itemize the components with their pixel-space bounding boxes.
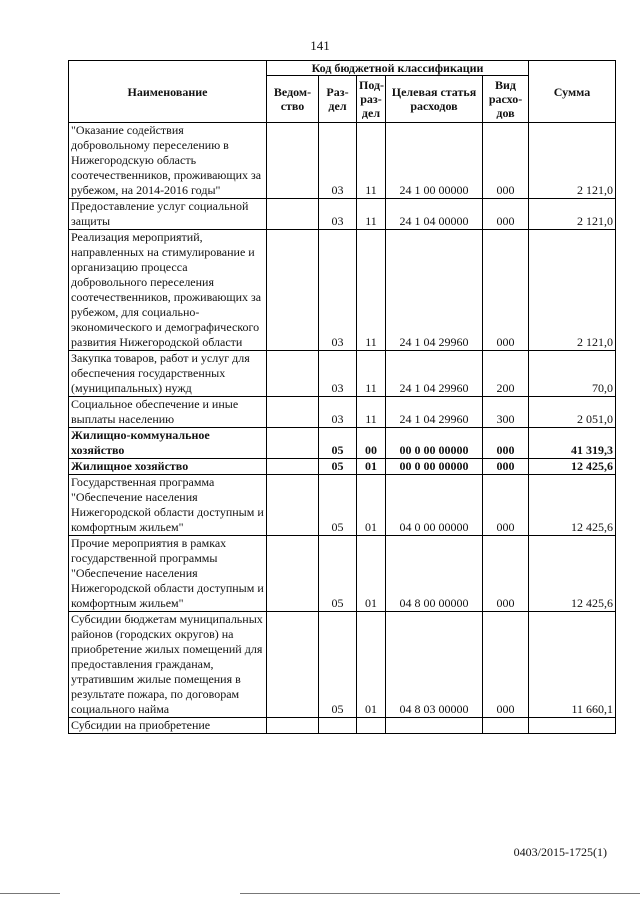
row-type: 000 <box>483 459 529 475</box>
row-section: 03 <box>319 199 357 230</box>
document-code: 0403/2015-1725(1) <box>513 845 607 859</box>
header-classification-group: Код бюджетной классификации <box>267 61 529 76</box>
row-subsection: 01 <box>357 459 386 475</box>
row-section: 03 <box>319 351 357 397</box>
row-subsection <box>357 718 386 734</box>
table-row <box>69 475 616 536</box>
row-type: 000 <box>483 199 529 230</box>
row-target: 04 8 03 00000 <box>386 612 483 718</box>
row-type: 000 <box>483 612 529 718</box>
row-type: 000 <box>483 230 529 351</box>
page-number: 141 <box>310 38 330 53</box>
row-name: Предоставление услуг социальной защиты <box>69 199 267 230</box>
row-dept <box>267 428 319 459</box>
row-name: Жилищно-коммунальное хозяйство <box>69 428 267 459</box>
row-section: 05 <box>319 475 357 536</box>
row-subsection: 01 <box>357 475 386 536</box>
table-row <box>69 123 616 199</box>
row-section: 05 <box>319 459 357 475</box>
row-section <box>319 718 357 734</box>
row-dept <box>267 230 319 351</box>
row-type: 000 <box>483 123 529 199</box>
row-dept <box>267 536 319 612</box>
row-target: 24 1 04 29960 <box>386 230 483 351</box>
header-section: Раз-дел <box>319 76 357 123</box>
table-row <box>69 459 616 475</box>
bottom-edge-line-left <box>0 893 60 894</box>
row-section: 05 <box>319 428 357 459</box>
row-target: 24 1 04 29960 <box>386 351 483 397</box>
row-sum: 12 425,6 <box>529 459 616 475</box>
row-name: Субсидии на приобретение <box>69 718 267 734</box>
row-subsection: 11 <box>357 199 386 230</box>
table-row <box>69 199 616 230</box>
row-subsection: 11 <box>357 397 386 428</box>
row-type <box>483 718 529 734</box>
row-subsection: 01 <box>357 536 386 612</box>
row-name: Субсидии бюджетам муниципальных районов (городских округов) на приобретение жилых помещений для предоставления гражданам, утратившим жилые помещения в результате пожара, по договорам социального найма <box>69 612 267 718</box>
row-sum: 2 051,0 <box>529 397 616 428</box>
header-target: Целевая статья расходов <box>386 76 483 123</box>
row-dept <box>267 459 319 475</box>
row-target: 04 0 00 00000 <box>386 475 483 536</box>
table-row <box>69 351 616 397</box>
row-target: 00 0 00 00000 <box>386 459 483 475</box>
row-sum: 70,0 <box>529 351 616 397</box>
row-name: Жилищное хозяйство <box>69 459 267 475</box>
row-dept <box>267 475 319 536</box>
row-section: 03 <box>319 123 357 199</box>
row-target: 24 1 04 00000 <box>386 199 483 230</box>
row-subsection: 11 <box>357 230 386 351</box>
row-type: 000 <box>483 475 529 536</box>
row-target <box>386 718 483 734</box>
budget-table <box>68 60 616 734</box>
row-target: 00 0 00 00000 <box>386 428 483 459</box>
row-section: 05 <box>319 536 357 612</box>
row-name: Прочие мероприятия в рамках государственной программы "Обеспечение населения Нижегородской области доступным и комфортным жильем" <box>69 536 267 612</box>
row-name: Государственная программа "Обеспечение населения Нижегородской области доступным и комфортным жильем" <box>69 475 267 536</box>
row-dept <box>267 612 319 718</box>
header-type: Вид расхо-дов <box>483 76 529 123</box>
row-dept <box>267 123 319 199</box>
table-row <box>69 397 616 428</box>
bottom-edge-line-right <box>240 893 640 894</box>
header-subsection: Под-раз-дел <box>357 76 386 123</box>
row-sum: 2 121,0 <box>529 230 616 351</box>
row-sum: 41 319,3 <box>529 428 616 459</box>
table-row <box>69 230 616 351</box>
row-type: 300 <box>483 397 529 428</box>
row-target: 04 8 00 00000 <box>386 536 483 612</box>
table-row <box>69 536 616 612</box>
row-name: Закупка товаров, работ и услуг для обеспечения государственных (муниципальных) нужд <box>69 351 267 397</box>
row-sum: 2 121,0 <box>529 123 616 199</box>
row-sum: 2 121,0 <box>529 199 616 230</box>
row-sum <box>529 718 616 734</box>
row-dept <box>267 397 319 428</box>
row-type: 200 <box>483 351 529 397</box>
row-name: Реализация мероприятий, направленных на стимулирование и организацию процесса добровольного переселения соотечественников, проживающих за рубежом, для социально-экономического и демографического развития Нижегородской области <box>69 230 267 351</box>
row-dept <box>267 351 319 397</box>
table-row <box>69 428 616 459</box>
row-type: 000 <box>483 428 529 459</box>
row-subsection: 01 <box>357 612 386 718</box>
row-sum: 12 425,6 <box>529 536 616 612</box>
table-row <box>69 612 616 718</box>
row-sum: 11 660,1 <box>529 612 616 718</box>
row-section: 03 <box>319 230 357 351</box>
row-dept <box>267 199 319 230</box>
table-row <box>69 718 616 734</box>
header-dept: Ведом-ство <box>267 76 319 123</box>
row-subsection: 00 <box>357 428 386 459</box>
row-target: 24 1 04 29960 <box>386 397 483 428</box>
row-target: 24 1 00 00000 <box>386 123 483 199</box>
row-subsection: 11 <box>357 351 386 397</box>
row-name: Социальное обеспечение и иные выплаты населению <box>69 397 267 428</box>
header-sum: Сумма <box>529 61 616 123</box>
header-name: Наименование <box>69 61 267 123</box>
row-dept <box>267 718 319 734</box>
row-sum: 12 425,6 <box>529 475 616 536</box>
row-type: 000 <box>483 536 529 612</box>
row-section: 03 <box>319 397 357 428</box>
row-section: 05 <box>319 612 357 718</box>
row-name: "Оказание содействия добровольному переселению в Нижегородскую область соотечественников, проживающих за рубежом, на 2014-2016 годы" <box>69 123 267 199</box>
row-subsection: 11 <box>357 123 386 199</box>
